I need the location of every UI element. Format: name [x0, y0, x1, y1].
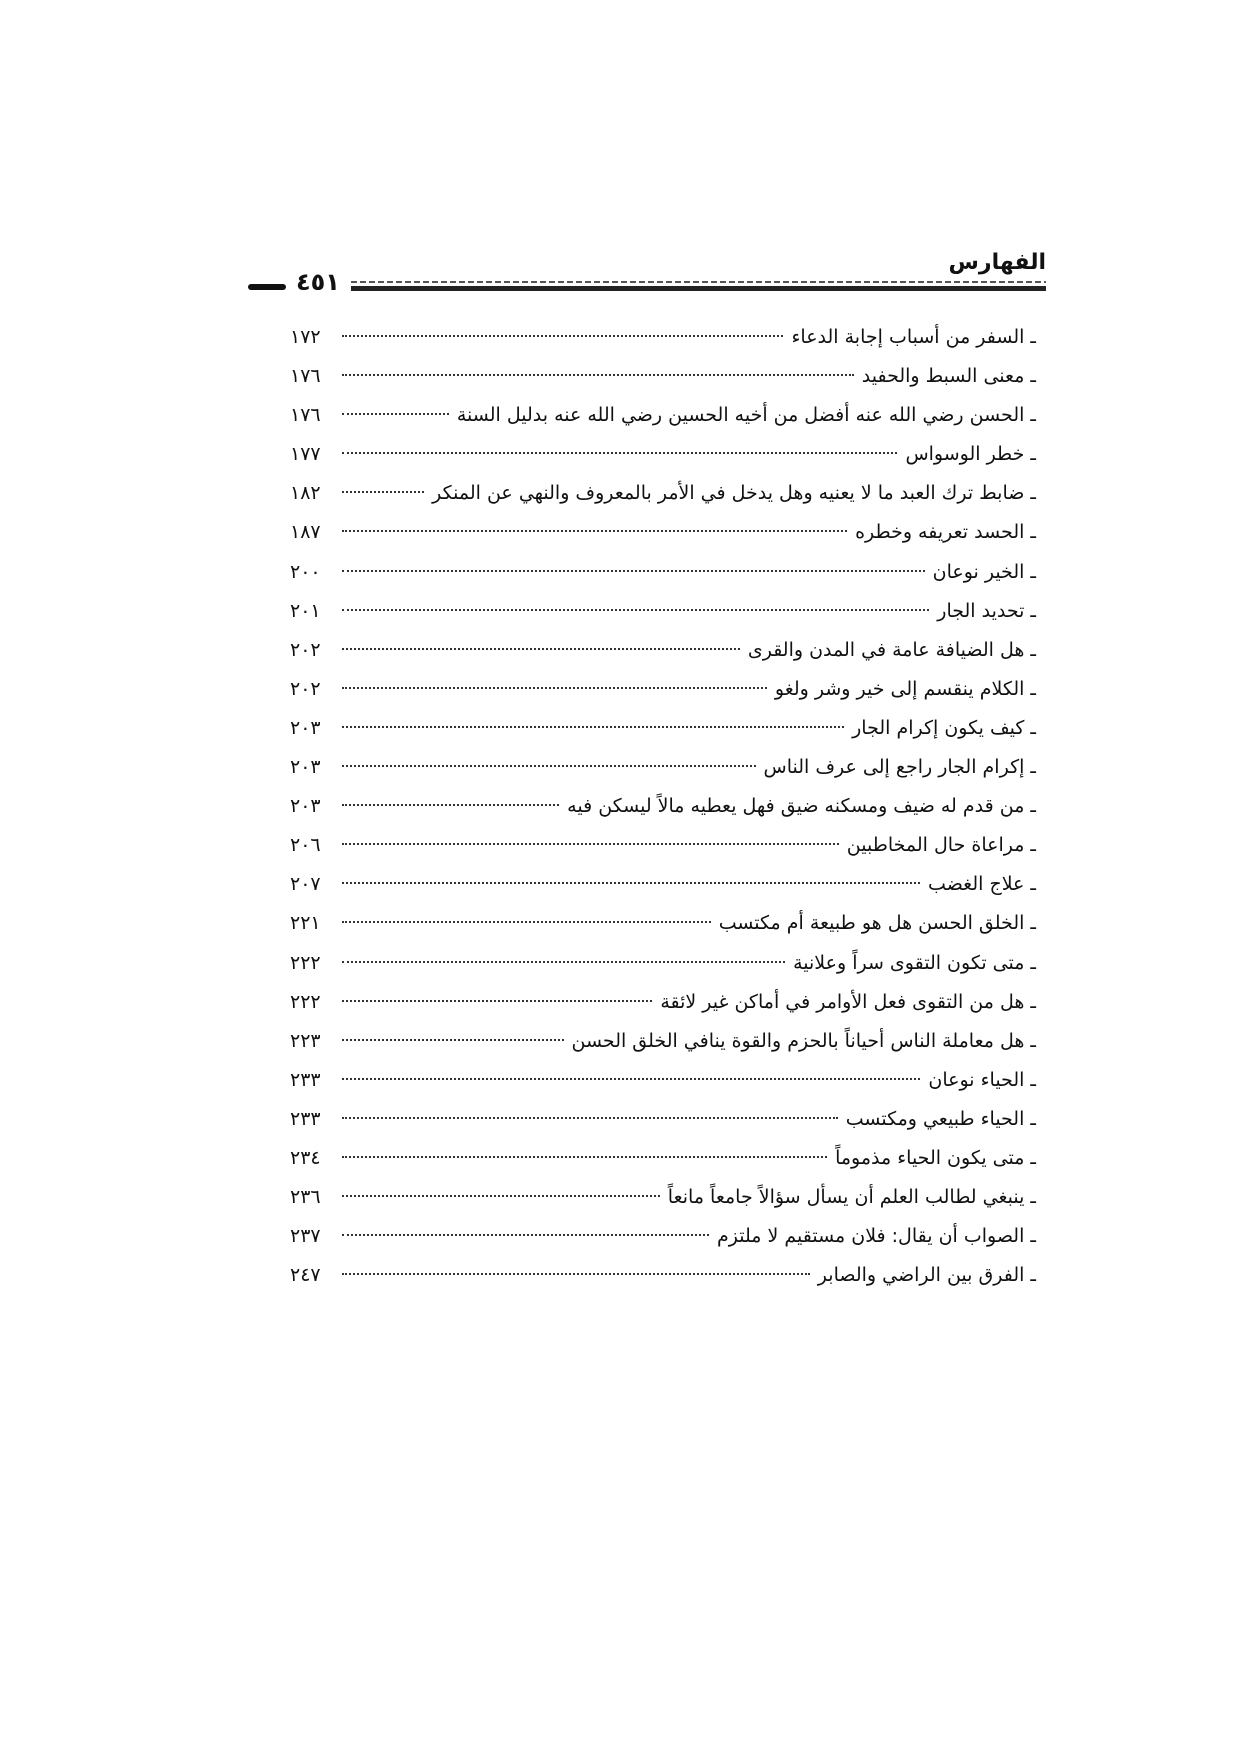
- toc-entry-title: ـ كيف يكون إكرام الجار: [852, 716, 1036, 739]
- toc-entry-title: ـ الحسن رضي الله عنه أفضل من أخيه الحسين رضي الله عنه بدليل السنة: [456, 404, 1036, 427]
- toc-entry-title: ـ الحياء طبيعي ومكتسب: [845, 1107, 1036, 1130]
- toc-entry-page: ١٧٢: [290, 326, 321, 348]
- toc-entry-title: ـ إكرام الجار راجع إلى عرف الناس: [763, 756, 1036, 779]
- toc-entry-title: ـ هل معاملة الناس أحياناً بالحزم والقوة ينافي الخلق الحسن: [571, 1029, 1036, 1052]
- toc-entry-page: ٢٠٢: [290, 677, 321, 700]
- toc-entry: [290, 670, 1036, 709]
- toc-entry: [290, 1256, 1036, 1295]
- toc-entry-title: ـ الحياء نوعان: [928, 1068, 1036, 1091]
- table-of-contents: [290, 318, 1036, 1295]
- toc-entry-title: ـ خطر الوسواس: [905, 443, 1036, 466]
- toc-entry: [290, 826, 1036, 865]
- toc-entry-title: ـ هل من التقوى فعل الأوامر في أماكن غير لائقة: [660, 990, 1036, 1013]
- toc-entry-title: ـ مراعاة حال المخاطبين: [846, 834, 1036, 857]
- toc-entry: [290, 1100, 1036, 1139]
- toc-entry-title: ـ الصواب أن يقال: فلان مستقيم لا ملتزم: [716, 1225, 1036, 1248]
- toc-entry: [290, 592, 1036, 631]
- toc-entry: [290, 787, 1036, 826]
- toc-entry-page: ١٨٢: [290, 482, 321, 505]
- dot-leader: [342, 1078, 920, 1080]
- toc-entry: [290, 631, 1036, 670]
- toc-entry: [290, 865, 1036, 904]
- toc-entry-title: ـ الحسد تعريفه وخطره: [855, 521, 1036, 544]
- dot-leader: [342, 1039, 564, 1041]
- toc-entry-page: ١٨٧: [290, 521, 321, 544]
- toc-entry-title: ـ علاج الغضب: [928, 873, 1036, 896]
- toc-entry-title: ـ هل الضيافة عامة في المدن والقرى: [747, 638, 1036, 661]
- toc-entry-page: ٢٠٢: [290, 638, 321, 661]
- toc-entry-title: ـ الخير نوعان: [932, 560, 1036, 583]
- toc-entry-title: ـ من قدم له ضيف ومسكنه ضيق فهل يعطيه مالاً ليسكن فيه: [567, 795, 1036, 818]
- toc-entry-page: ٢٢١: [290, 912, 321, 935]
- toc-entry: [290, 318, 1036, 357]
- toc-entry-title: ـ ضابط ترك العبد ما لا يعنيه وهل يدخل في الأمر بالمعروف والنهي عن المنكر: [432, 482, 1036, 505]
- toc-entry-title: ـ متى تكون التقوى سراً وعلانية: [793, 951, 1036, 974]
- dot-leader: [342, 1156, 827, 1158]
- dot-leader: [342, 648, 740, 650]
- toc-entry-page: ٢٤٧: [290, 1264, 321, 1287]
- toc-entry: [290, 1139, 1036, 1178]
- toc-entry-page: ٢٣٤: [290, 1146, 321, 1169]
- dot-leader: [342, 843, 839, 845]
- toc-entry: [290, 357, 1036, 396]
- toc-entry-page: ٢٢٣: [290, 1029, 321, 1052]
- toc-entry: [290, 1022, 1036, 1061]
- toc-entry-page: ١٧٧: [290, 443, 321, 466]
- dot-leader: [342, 335, 783, 337]
- toc-entry-page: ٢٠٠: [290, 560, 321, 583]
- toc-entry-title: ـ متى يكون الحياء مذموماً: [835, 1146, 1036, 1169]
- toc-entry-title: ـ معنى السبط والحفيد: [861, 365, 1036, 388]
- toc-entry-page: ٢٣٧: [290, 1225, 321, 1248]
- toc-entry: [290, 709, 1036, 748]
- dot-leader: [342, 491, 424, 493]
- dot-leader: [342, 570, 925, 572]
- toc-entry-title: ـ الخلق الحسن هل هو طبيعة أم مكتسب: [718, 912, 1036, 935]
- dot-leader: [342, 609, 929, 611]
- toc-entry-title: ـ ينبغي لطالب العلم أن يسأل سؤالاً جامعاً مانعاً: [667, 1186, 1036, 1209]
- toc-entry-page: ١٧٦: [290, 365, 321, 388]
- dot-leader: [342, 804, 559, 806]
- toc-entry: [290, 748, 1036, 787]
- dot-leader: [342, 1000, 652, 1002]
- dot-leader: [342, 921, 711, 923]
- toc-entry: [290, 553, 1036, 592]
- dot-leader: [342, 413, 449, 415]
- toc-entry-page: ٢٢٢: [290, 951, 321, 974]
- header-rule-left: [248, 284, 286, 290]
- toc-entry-page: ٢٠٣: [290, 795, 321, 818]
- toc-entry-page: ٢٠٧: [290, 873, 321, 896]
- toc-entry-title: ـ السفر من أسباب إجابة الدعاء: [791, 326, 1036, 348]
- toc-entry-title: ـ الفرق بين الراضي والصابر: [817, 1264, 1036, 1287]
- dot-leader: [342, 1234, 709, 1236]
- toc-entry: [290, 474, 1036, 513]
- toc-entry-page: ٢٣٦: [290, 1186, 321, 1209]
- toc-entry: [290, 944, 1036, 983]
- dot-leader: [342, 530, 847, 532]
- dot-leader: [342, 1273, 810, 1275]
- dot-leader: [342, 1117, 838, 1119]
- dot-leader: [342, 1195, 660, 1197]
- toc-entry-page: ٢٠١: [290, 599, 321, 622]
- toc-entry: [290, 396, 1036, 435]
- section-title: الفهارس: [948, 250, 1046, 275]
- toc-entry: [290, 1178, 1036, 1217]
- dot-leader: [342, 452, 897, 454]
- header-rule: [351, 286, 1046, 291]
- toc-entry-page: ٢٣٣: [290, 1107, 321, 1130]
- toc-entry: [290, 513, 1036, 552]
- dot-leader: [342, 374, 854, 376]
- toc-entry-title: ـ الكلام ينقسم إلى خير وشر ولغو: [774, 677, 1036, 700]
- dot-leader: [342, 726, 844, 728]
- toc-entry: [290, 1217, 1036, 1256]
- toc-entry: [290, 904, 1036, 943]
- toc-entry: [290, 435, 1036, 474]
- toc-entry-page: ٢٠٦: [290, 834, 321, 857]
- dot-leader: [342, 961, 785, 963]
- toc-entry-page: ٢٢٢: [290, 990, 321, 1013]
- toc-entry-page: ٢٠٣: [290, 756, 321, 779]
- toc-entry: [290, 1061, 1036, 1100]
- dot-leader: [342, 765, 756, 767]
- toc-entry-page: ١٧٦: [290, 404, 321, 427]
- toc-entry: [290, 983, 1036, 1022]
- toc-entry-page: ٢٣٣: [290, 1068, 321, 1091]
- dot-leader: [342, 882, 920, 884]
- dot-leader: [342, 687, 767, 689]
- toc-entry-page: ٢٠٣: [290, 716, 321, 739]
- page-number: ٤٥١: [296, 268, 340, 296]
- page-header: [248, 250, 1046, 300]
- toc-entry-title: ـ تحديد الجار: [937, 599, 1036, 622]
